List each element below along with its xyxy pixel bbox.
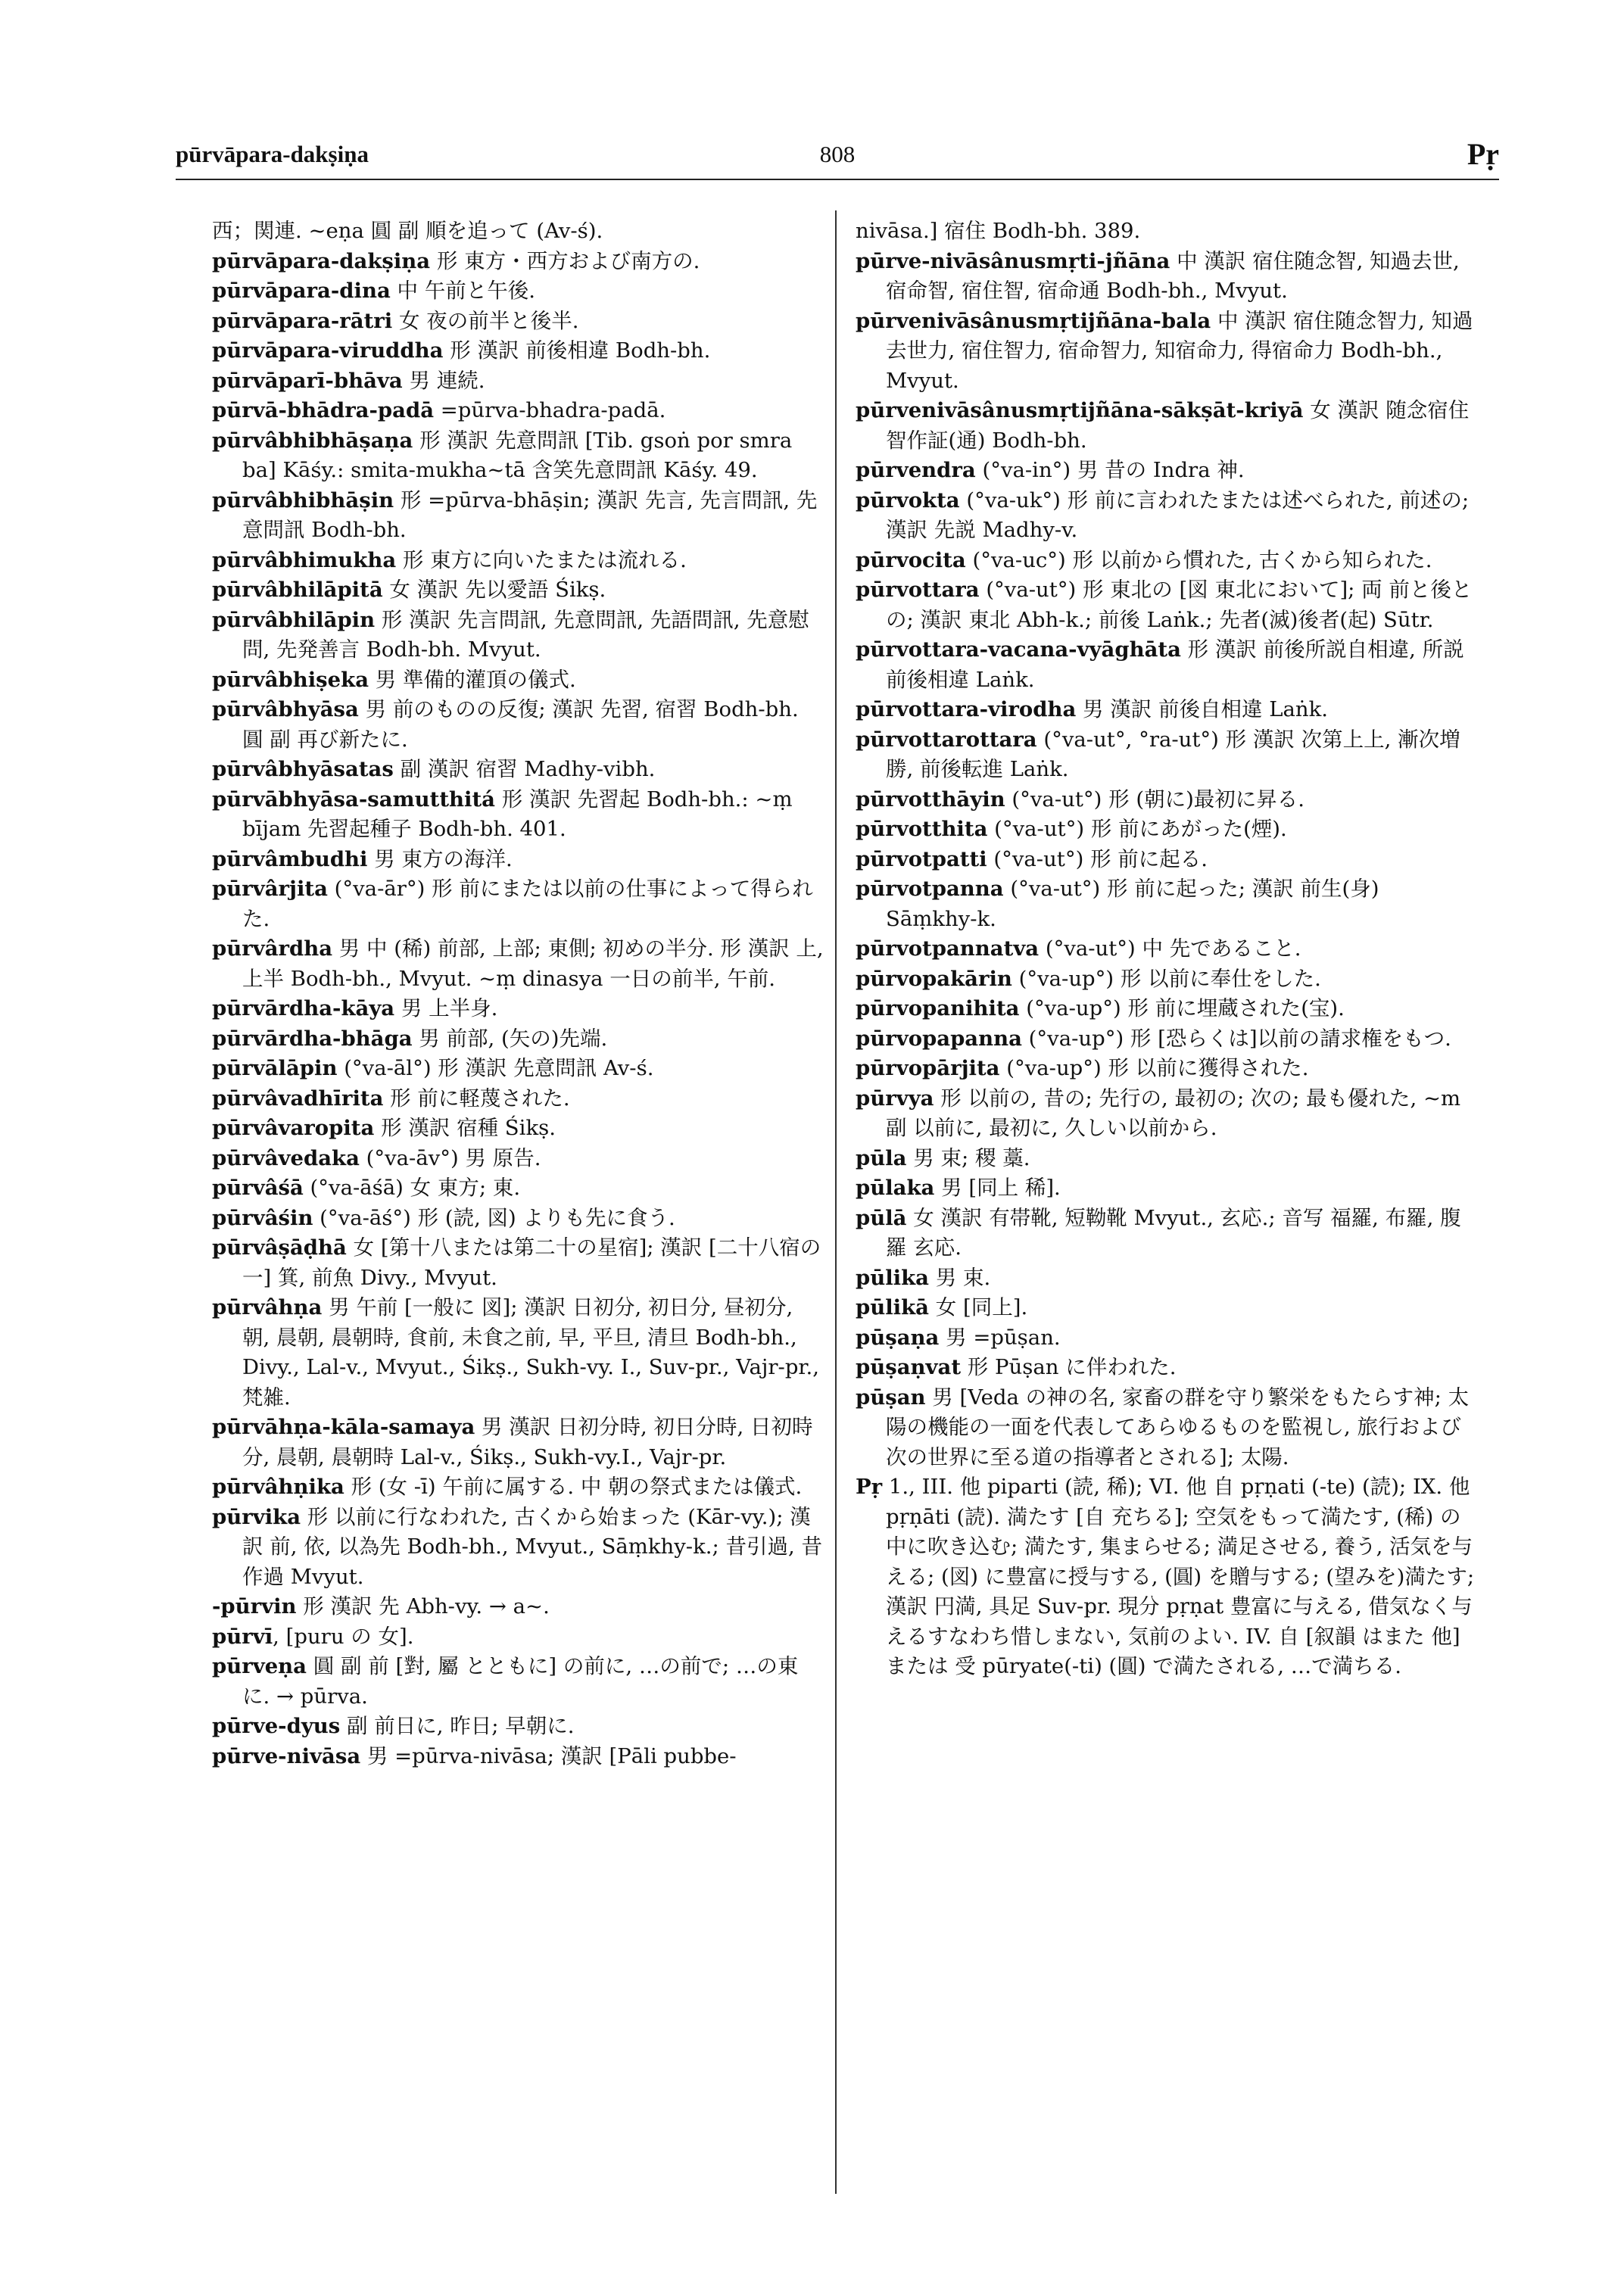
- entry-definition: 西；関連. ~eṇa 圓 副 順を追って (Av-ś).: [212, 219, 603, 243]
- entry-definition: =pūrva-bhadra-padā.: [434, 398, 666, 422]
- running-head: [176, 137, 1499, 174]
- entry-definition: 男 漢訳 日初分時, 初日分時, 日初時分, 晨朝, 晨朝時 Lal-v., Śikṣ., Sukh-vy.I., Vajr-pr.: [242, 1415, 813, 1469]
- entry-headword: pūrvālāpin: [212, 1056, 338, 1080]
- dictionary-entry: [212, 1173, 825, 1204]
- entry-definition: 形 漢訳 前後所説自相違, 所説前後相違 Laṅk.: [886, 637, 1464, 692]
- dictionary-entry: [856, 217, 1475, 247]
- entry-headword: pūrvotpannatva: [856, 936, 1040, 961]
- dictionary-entry: [856, 964, 1475, 995]
- entry-headword: pūrvâbhimukha: [212, 547, 397, 572]
- dictionary-entry: [212, 1233, 825, 1293]
- dictionary-entry: [856, 486, 1475, 546]
- entry-definition: nivāsa.] 宿住 Bodh-bh. 389.: [856, 219, 1141, 243]
- entry-headword: pūrvottarottara: [856, 727, 1037, 752]
- entry-definition: 副 漢訳 宿習 Madhy-vibh.: [393, 757, 656, 781]
- entry-headword: pūrvāparī-bhāva: [212, 368, 403, 393]
- entry-headword: pūrvokta: [856, 488, 960, 512]
- dictionary-entry: [212, 1204, 825, 1234]
- entry-headword: pūrvārdha-kāya: [212, 996, 395, 1020]
- header-rule: [176, 179, 1499, 180]
- entry-definition: 形 東方に向いたまたは流れる.: [396, 547, 687, 572]
- column-divider: [835, 210, 837, 2194]
- dictionary-entry: [212, 336, 825, 366]
- entry-definition: (°va-āl°) 形 漢訳 先意問訊 Av-ś.: [337, 1056, 654, 1080]
- entry-definition: 男 午前 [一般に 図]; 漢訳 日初分, 初日分, 昼初分, 朝, 晨朝, 晨朝時, 食前, 未食之前, 早, 平旦, 清旦 Bodh-bh., Divy., Lal-v., Mvyut., Śikṣ., Sukh-vy. I., Suv-pr., Vajr-pr., 梵雑.: [242, 1295, 826, 1410]
- dictionary-entry: [212, 1622, 825, 1653]
- entry-headword: Pṛ: [856, 1475, 883, 1499]
- entry-definition: (°va-uk°) 形 前に言われたまたは述べられた, 前述の; 漢訳 先説 Madhy-v.: [886, 488, 1476, 542]
- entry-definition: (°va-ut°) 形 東北の [図 東北において]; 両 前と後との; 漢訳 東北 Abh-k.; 前後 Laṅk.; 先者(滅)後者(起) Sūtr.: [886, 578, 1473, 632]
- entry-headword: pūrvenivāsânusmṛtijñāna-sākṣāt-kriyā: [856, 398, 1304, 422]
- dictionary-entry: [212, 665, 825, 696]
- dictionary-entry: [856, 307, 1475, 397]
- dictionary-entry: [212, 575, 825, 606]
- dictionary-entry: [856, 994, 1475, 1024]
- dictionary-entry: [212, 276, 825, 307]
- dictionary-entry: [212, 1592, 825, 1622]
- entry-headword: pūṣan: [856, 1385, 926, 1410]
- dictionary-entry: [856, 1173, 1475, 1204]
- entry-headword: pūrvāpara-dina: [212, 279, 391, 303]
- entry-headword: pūrvâbhyāsa: [212, 697, 359, 721]
- dictionary-entry: [212, 1293, 825, 1413]
- dictionary-entry: [212, 934, 831, 994]
- entry-headword: pūrveṇa: [212, 1654, 307, 1678]
- entry-headword: pūrvâbhiṣeka: [212, 667, 369, 692]
- entry-headword: pūrvâbhilāpin: [212, 607, 376, 632]
- entry-definition: (°va-ut°) 中 先であること.: [1039, 936, 1301, 961]
- dictionary-entry: [212, 994, 825, 1024]
- entry-definition: 形 以前に行なわれた, 古くから始まった (Kār-vy.); 漢訳 前, 依, 以為先 Bodh-bh., Mvyut., Sāṃkhy-k.; 昔引過, 昔作過 Mvyut.: [242, 1504, 822, 1589]
- entry-headword: pūrvenivāsânusmṛtijñāna-bala: [856, 308, 1211, 333]
- dictionary-entry: [856, 725, 1475, 785]
- dictionary-entry: [212, 426, 825, 486]
- entry-definition: (°va-up°) 形 [恐らくは]以前の請求権をもつ.: [1021, 1026, 1451, 1051]
- dictionary-entry: [212, 1652, 825, 1712]
- dictionary-entry: [856, 635, 1475, 695]
- dictionary-entry: [856, 1472, 1481, 1682]
- dictionary-entry: [212, 695, 825, 755]
- left-column: [212, 217, 831, 2215]
- entry-headword: pūrve-nivāsa: [212, 1743, 361, 1768]
- entry-definition: (°va-up°) 形 以前に獲得された.: [999, 1056, 1309, 1080]
- entry-definition: 男 連続.: [402, 368, 485, 393]
- entry-headword: pūrvya: [856, 1086, 934, 1111]
- entry-headword: pūrvāhṇa-kāla-samaya: [212, 1415, 475, 1439]
- entry-headword: -pūrvin: [212, 1594, 297, 1618]
- entry-headword: pūrvottara-virodha: [856, 697, 1077, 721]
- dictionary-entry: [856, 845, 1475, 875]
- entry-headword: pūrvābhyāsa-samutthitá: [212, 787, 496, 812]
- entry-definition: 形 漢訳 先言問訊, 先意問訊, 先語問訊, 先意慰問, 先発善言 Bodh-bh. Mvyut.: [242, 607, 809, 662]
- running-head-left: pūrvāpara-dakṣiṇa: [176, 141, 369, 167]
- dictionary-entry: [212, 1114, 825, 1144]
- entry-definition: (°va-up°) 形 前に埋蔵された(宝).: [1019, 996, 1345, 1020]
- dictionary-entry: [856, 815, 1475, 845]
- dictionary-entry: [212, 1503, 825, 1593]
- entry-definition: 男 中 (稀) 前部, 上部; 東側; 初めの半分. 形 漢訳 上, 上半 Bodh-bh., Mvyut. ~ṃ dinasya 一日の前半, 午前.: [242, 936, 831, 991]
- entry-definition: 形 (女 -ī) 午前に属する. 中 朝の祭式または儀式.: [344, 1475, 803, 1499]
- dictionary-entry: [856, 1204, 1475, 1263]
- entry-headword: pūrvāpara-viruddha: [212, 338, 444, 363]
- running-head-right: Pṛ: [1467, 137, 1499, 171]
- entry-definition: 中 漢訳 宿住随念智力, 知過去世力, 宿住智力, 宿命智力, 知宿命力, 得宿命力 Bodh-bh., Mvyut.: [886, 308, 1473, 393]
- dictionary-entry: [856, 247, 1475, 307]
- dictionary-entry: [856, 785, 1475, 815]
- entry-definition: (°va-uc°) 形 以前から慣れた, 古くから知られた.: [965, 547, 1432, 572]
- entry-definition: 形 漢訳 先習起 Bodh-bh.: ~ṃ bījam 先習起種子 Bodh-bh. 401.: [242, 787, 800, 841]
- entry-headword: pūlika: [856, 1265, 929, 1290]
- entry-headword: pūrvotthāyin: [856, 787, 1005, 812]
- dictionary-entry: [212, 1472, 825, 1503]
- dictionary-entry: [856, 1144, 1475, 1174]
- entry-headword: pūrvottara: [856, 578, 980, 602]
- entry-definition: (°va-ut°) 形 前に起った; 漢訳 前生(身) Sāṃkhy-k.: [886, 877, 1386, 931]
- entry-definition: 形 漢訳 先 Abh-vy. → a~.: [296, 1594, 550, 1618]
- entry-headword: pūrvârdha: [212, 936, 333, 961]
- entry-definition: 形 前に軽蔑された.: [383, 1086, 570, 1111]
- entry-headword: pūrvâvadhīrita: [212, 1086, 384, 1111]
- entry-definition: 男 漢訳 前後自相違 Laṅk.: [1076, 697, 1329, 721]
- entry-definition: 男 前のものの反復; 漢訳 先習, 宿習 Bodh-bh. 圓 副 再び新たに.: [242, 697, 806, 752]
- entry-headword: pūrvāpara-rātri: [212, 308, 393, 333]
- entry-headword: pūrvâmbudhi: [212, 846, 368, 871]
- dictionary-entry: [212, 606, 825, 665]
- entry-definition: 形 漢訳 先意問訊 [Tib. gsoṅ por smra ba] Kāśy.: smita-mukha~tā 含笑先意問訊 Kāśy. 49.: [242, 428, 800, 482]
- entry-headword: pūrvocita: [856, 547, 966, 572]
- entry-headword: pūrvâbhilāpitā: [212, 578, 383, 602]
- entry-headword: pūrvottara-vacana-vyāghāta: [856, 637, 1181, 662]
- entry-definition: (°va-ār°) 形 前にまたは以前の仕事によって得られた.: [242, 877, 813, 931]
- dictionary-entry: [212, 366, 825, 397]
- entry-headword: pūrvopārjita: [856, 1056, 1000, 1080]
- dictionary-entry: [856, 546, 1475, 576]
- entry-definition: 男 [同上 稀].: [934, 1176, 1061, 1200]
- dictionary-entry: [212, 1144, 825, 1174]
- dictionary-entry: [856, 874, 1475, 934]
- entry-definition: 男 上半身.: [394, 996, 498, 1020]
- entry-definition: 男 前部, (矢の)先端.: [412, 1026, 608, 1051]
- entry-headword: pūrvâṣāḍhā: [212, 1235, 347, 1260]
- entry-definition: (°va-āś°) 形 (読, 図) よりも先に食う.: [313, 1205, 675, 1230]
- entry-definition: 男 =pūṣan.: [939, 1325, 1061, 1350]
- entry-headword: pūrvâbhibhāṣaṇa: [212, 428, 413, 453]
- entry-definition: 形 以前の, 昔の; 先行の, 最初の; 次の; 最も優れた, ~m 副 以前に, 最初に, 久しい以前から.: [886, 1086, 1467, 1140]
- entry-definition: , [puru の 女].: [273, 1624, 414, 1649]
- entry-definition: 形 漢訳 前後相違 Bodh-bh.: [443, 338, 711, 363]
- dictionary-entry: [212, 785, 825, 845]
- entry-definition: (°va-up°) 形 以前に奉仕をした.: [1011, 966, 1321, 991]
- entry-definition: 副 前日に, 昨日; 早朝に.: [340, 1714, 575, 1738]
- entry-headword: pūṣaṇa: [856, 1325, 940, 1350]
- dictionary-entry: [856, 1293, 1475, 1323]
- entry-definition: (°va-ut°) 形 前にあがった(煙).: [987, 817, 1287, 841]
- dictionary-entry: [856, 934, 1475, 964]
- entry-definition: 1., III. 他 piparti (読, 稀); VI. 他 自 pṛṇati (-te) (読); IX. 他 pṛṇāti (読). 満たす [自 充ちる]; 空気をもって満たす, (稀) の中に吹き込む; 満たす, 集まらせる; 満足させる, 養う, 活気を与える; (図) に豊富に授与する, (圓) を贈与する; (望みを)満たす; 漢訳 円満, 具足 Suv-pr. 現分 pṛṇat 豊富に与える, 借気なく与えるすなわち惜しまない, 気前のよい. IV. 自 [叙韻 はまた 他] または 受 pūryate(-ti) (圓) で満たされる, …で満ちる.: [882, 1475, 1481, 1678]
- entry-headword: pūrvī: [212, 1624, 273, 1649]
- entry-headword: pūrvā-bhādra-padā: [212, 398, 435, 422]
- entry-definition: 女 [同上].: [929, 1295, 1028, 1319]
- dictionary-entry: [856, 1084, 1475, 1144]
- entry-headword: pūrvopanihita: [856, 996, 1020, 1020]
- entry-headword: pūla: [856, 1145, 907, 1170]
- entry-headword: pūrvâśā: [212, 1176, 304, 1200]
- page-number: 808: [819, 141, 856, 167]
- entry-definition: 中 午前と午後.: [390, 279, 535, 303]
- dictionary-entry: [856, 1383, 1475, 1473]
- dictionary-entry: [856, 1263, 1475, 1294]
- entry-definition: 形 =pūrva-bhāṣin; 漢訳 先言, 先言問訊, 先意問訊 Bodh-bh.: [242, 488, 818, 542]
- dictionary-entry: [212, 1413, 825, 1472]
- entry-headword: pūrvârjita: [212, 877, 328, 901]
- dictionary-entry: [212, 486, 825, 546]
- entry-headword: pūrve-nivāsânusmṛti-jñāna: [856, 248, 1170, 273]
- dictionary-entry: [212, 217, 825, 247]
- right-column: [856, 217, 1481, 2215]
- entry-headword: pūrvotthita: [856, 817, 988, 841]
- dictionary-entry: [212, 546, 825, 576]
- entry-headword: pūrvâvedaka: [212, 1145, 360, 1170]
- entry-headword: pūlikā: [856, 1295, 929, 1319]
- entry-headword: pūlaka: [856, 1176, 935, 1200]
- entry-headword: pūrvārdha-bhāga: [212, 1026, 413, 1051]
- dictionary-entry: [212, 874, 825, 934]
- entry-headword: pūrvâhṇa: [212, 1295, 323, 1319]
- dictionary-entry: [212, 307, 825, 337]
- dictionary-entry: [212, 1054, 825, 1084]
- entry-headword: pūrvopakārin: [856, 966, 1012, 991]
- entry-definition: 男 =pūrva-nivāsa; 漢訳 [Pāli pubbe-: [360, 1743, 737, 1768]
- entry-definition: 男 束; 稷 藁.: [906, 1145, 1030, 1170]
- entry-definition: 圓 副 前 [對, 屬 とともに] の前に, …の前で; …の東に. → pūrva.: [242, 1654, 799, 1709]
- entry-headword: pūrvotpanna: [856, 877, 1004, 901]
- dictionary-entry: [212, 396, 825, 426]
- entry-definition: (°va-āv°) 男 原告.: [359, 1145, 541, 1170]
- entry-definition: 男 [Veda の神の名, 家畜の群を守り繁栄をもたらす神; 太陽の機能の一面を代表してあらゆるものを監視し, 旅行および次の世界に至る道の指導者とされる]; 太陽.: [886, 1385, 1470, 1469]
- entry-definition: 女 漢訳 先以愛語 Śikṣ.: [382, 578, 606, 602]
- dictionary-entry: [212, 1742, 825, 1772]
- entry-definition: 女 夜の前半と後半.: [392, 308, 579, 333]
- entry-definition: 男 束.: [929, 1265, 991, 1290]
- entry-definition: 形 漢訳 宿種 Śikṣ.: [374, 1116, 556, 1140]
- entry-headword: pūrvendra: [856, 458, 976, 482]
- entry-headword: pūrvāpara-dakṣiṇa: [212, 248, 431, 273]
- dictionary-entry: [856, 1353, 1475, 1383]
- entry-headword: pūrvika: [212, 1504, 301, 1529]
- entry-headword: pūrvâhṇika: [212, 1475, 344, 1499]
- entry-definition: (°va-in°) 男 昔の Indra 神.: [975, 458, 1245, 482]
- entry-definition: 女 漢訳 有帯靴, 短靿靴 Mvyut., 玄応.; 音写 福羅, 布羅, 腹羅 玄応.: [886, 1205, 1461, 1260]
- entry-headword: pūṣaṇvat: [856, 1355, 962, 1379]
- entry-definition: 形 東方・西方および南方の.: [430, 248, 700, 273]
- dictionary-entry: [856, 1024, 1475, 1055]
- dictionary-entry: [212, 247, 825, 277]
- entry-headword: pūrvâbhibhāṣin: [212, 488, 394, 512]
- dictionary-entry: [212, 1084, 825, 1114]
- entry-headword: pūrvopapanna: [856, 1026, 1022, 1051]
- entry-definition: 女 [第十八または第二十の星宿]; 漢訳 [二十八宿の一] 箕, 前魚 Divy., Mvyut.: [242, 1235, 821, 1290]
- entry-definition: (°va-ut°, °ra-ut°) 形 漢訳 次第上上, 漸次増勝, 前後転進 Laṅk.: [886, 727, 1460, 781]
- dictionary-entry: [212, 1024, 825, 1055]
- entry-headword: pūrvotpatti: [856, 846, 987, 871]
- entry-definition: (°va-āśā) 女 東方; 東.: [303, 1176, 521, 1200]
- entry-headword: pūrvâśin: [212, 1205, 313, 1230]
- dictionary-entry: [856, 1054, 1475, 1084]
- entry-definition: 男 東方の海洋.: [367, 846, 513, 871]
- entry-definition: (°va-ut°) 形 前に起る.: [987, 846, 1208, 871]
- entry-headword: pūrve-dyus: [212, 1714, 341, 1738]
- entry-headword: pūrvâvaropita: [212, 1116, 375, 1140]
- dictionary-entry: [856, 1323, 1475, 1354]
- entry-definition: 女 漢訳 随念宿住智作証(通) Bodh-bh.: [886, 398, 1470, 453]
- dictionary-entry: [856, 575, 1475, 635]
- dictionary-entry: [212, 845, 825, 875]
- dictionary-entry: [856, 695, 1475, 725]
- entry-headword: pūrvâbhyāsatas: [212, 757, 394, 781]
- entry-definition: 中 漢訳 宿住随念智, 知過去世, 宿命智, 宿住智, 宿命通 Bodh-bh., Mvyut.: [886, 248, 1467, 303]
- entry-definition: 男 準備的灌頂の儀式.: [369, 667, 576, 692]
- entry-headword: pūlā: [856, 1205, 907, 1230]
- dictionary-entry: [212, 755, 825, 785]
- dictionary-entry: [856, 456, 1475, 486]
- entry-definition: 形 Pūṣan に伴われた.: [961, 1355, 1177, 1379]
- entry-definition: (°va-ut°) 形 (朝に)最初に昇る.: [1005, 787, 1305, 812]
- dictionary-entry: [856, 396, 1475, 456]
- dictionary-entry: [212, 1712, 825, 1742]
